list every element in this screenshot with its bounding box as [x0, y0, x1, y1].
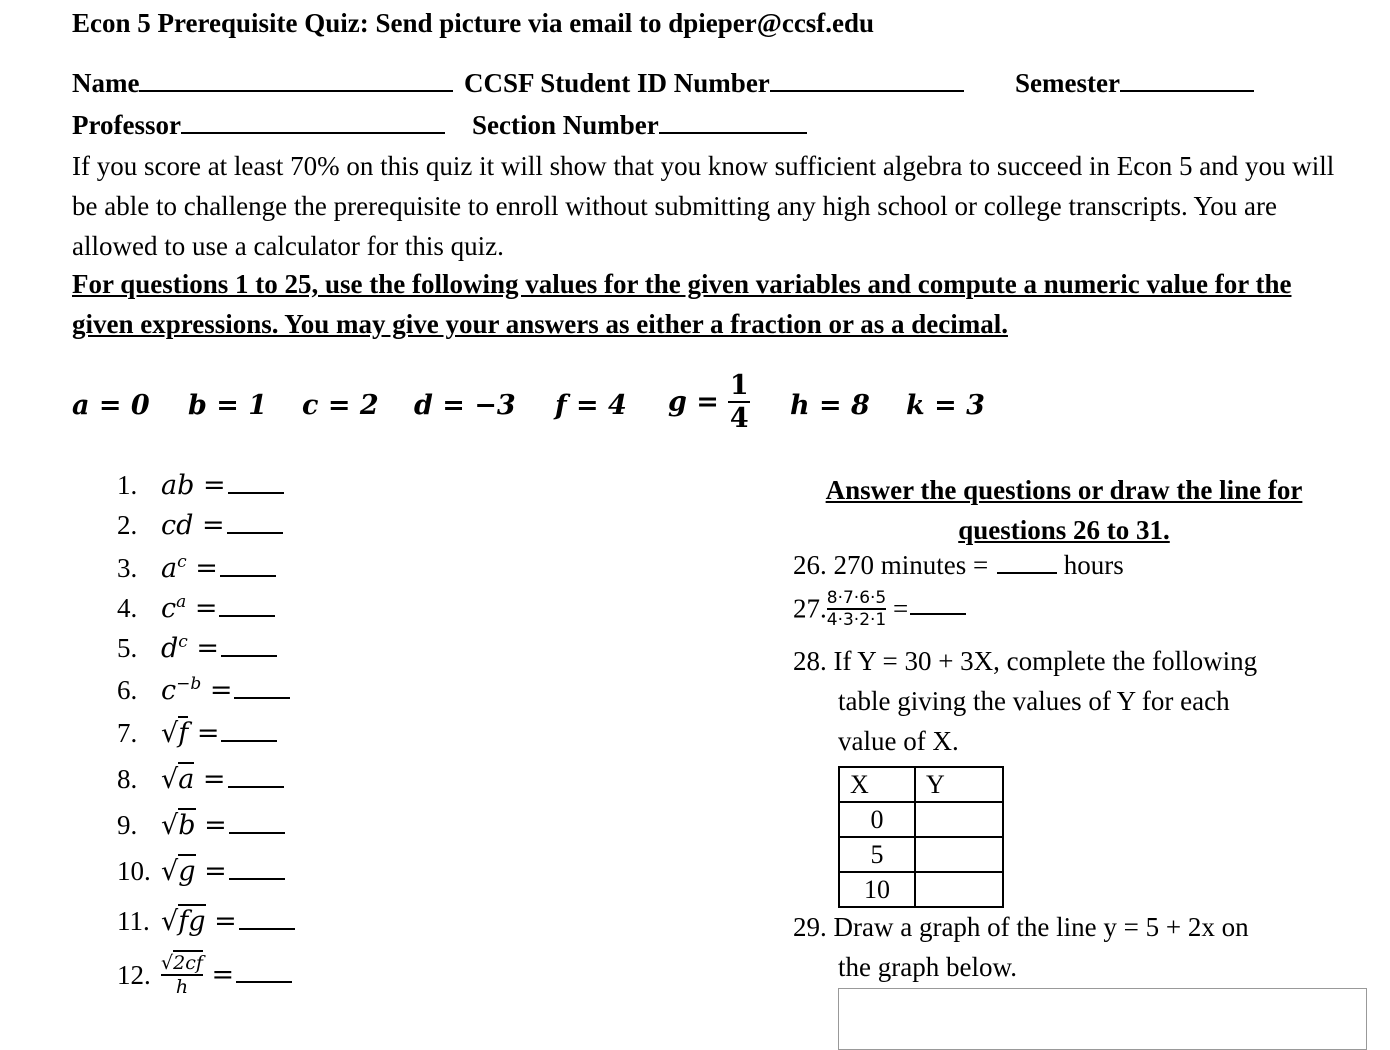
var-c: c = 2 [302, 390, 379, 421]
name-label: Name [72, 68, 140, 98]
answer-blank[interactable] [221, 637, 277, 657]
question-2: 2. cd = [117, 510, 283, 541]
answer-blank[interactable] [220, 557, 276, 577]
section-field [472, 110, 807, 141]
answer-blank[interactable] [228, 768, 284, 788]
question-28-line2: table giving the values of Y for each [838, 686, 1230, 716]
sqrt-icon: √ [161, 718, 179, 749]
answer-blank[interactable] [227, 514, 283, 534]
question-12: 12. $\frac{√2cf}{h}$ = [117, 952, 292, 998]
question-27: 27. $\frac{8\cdot 7\cdot 6\cdot 5}{4\cdot 3\cdot 2\cdot 1}$ = [793, 588, 966, 630]
sqrt-icon: √ [161, 906, 179, 937]
question-10: 10. √g = [117, 856, 285, 887]
name-blank[interactable] [139, 68, 453, 92]
semester-label: Semester [1015, 68, 1120, 98]
sqrt-icon: √ [161, 764, 179, 795]
answer-blank[interactable] [236, 963, 292, 983]
intro-paragraph: If you score at least 70% on this quiz it will show that you know sufficient algebra to succeed in Econ 5 and you will be able to challenge the prerequisite to enroll without submitting any high school or college transcripts. You are allowed to use a calculator for this quiz. [72, 151, 1335, 261]
var-h: h = 8 [790, 390, 870, 421]
student-id-label: CCSF Student ID Number [464, 68, 770, 98]
quiz-title: Econ 5 Prerequisite Quiz: Send picture via email to dpieper@ccsf.edu [72, 8, 875, 38]
answer-blank[interactable] [229, 860, 285, 880]
var-d: d = −3 [414, 390, 516, 421]
var-g: g = $\frac{1}{4}$ [668, 370, 749, 434]
table-cell-x: 0 [839, 802, 915, 837]
var-k: k = 3 [906, 390, 985, 421]
table-header-x: X [839, 767, 915, 802]
sqrt-icon: √ [161, 810, 179, 841]
var-b: b = 1 [188, 390, 268, 421]
professor-label: Professor [72, 110, 181, 140]
table-cell-y[interactable] [915, 872, 1003, 907]
question-6: 6. $c^{-b}$ = [117, 674, 290, 706]
student-id-field [464, 68, 964, 99]
professor-field [72, 110, 445, 141]
var-a: a = 0 [72, 390, 150, 421]
instructions: For questions 1 to 25, use the following values for the given variables and compute a numeric value for the given expressions. You may give your answers as either a fraction or as a decimal. [72, 269, 1292, 339]
semester-blank[interactable] [1120, 68, 1254, 92]
answer-blank[interactable] [228, 474, 284, 494]
question-5: 5. $d^c$ = [117, 632, 277, 664]
answer-blank[interactable] [234, 679, 290, 699]
question-1: 1. ab = [117, 470, 284, 501]
question-9: 9. √b = [117, 810, 285, 841]
question-29-line2: the graph below. [838, 952, 1017, 982]
question-26: 26. 270 minutes = hours [793, 550, 1124, 580]
question-7: 7. √f = [117, 718, 277, 749]
question-11: 11. √fg = [117, 906, 295, 937]
question-8: 8. √a = [117, 764, 284, 795]
answer-blank[interactable] [229, 814, 285, 834]
answer-blank[interactable] [997, 554, 1057, 574]
table-header-y: Y [915, 767, 1003, 802]
student-id-blank[interactable] [770, 68, 964, 92]
var-f: f = 4 [555, 390, 627, 421]
answer-blank[interactable] [239, 910, 295, 930]
var-g-numerator: 1 [729, 370, 749, 401]
name-field [72, 68, 453, 99]
graph-area[interactable] [838, 988, 1367, 1050]
section-label: Section Number [472, 110, 659, 140]
table-cell-x: 5 [839, 837, 915, 872]
question-3: 3. $a^c$ = [117, 552, 276, 584]
answer-blank[interactable] [221, 722, 277, 742]
question-28-line3: value of X. [838, 726, 959, 756]
table-row [839, 872, 1003, 907]
table-row [839, 837, 1003, 872]
professor-blank[interactable] [181, 110, 445, 134]
section-heading-26-31: Answer the questions or draw the line for questions 26 to 31. [825, 475, 1303, 545]
table-cell-y[interactable] [915, 837, 1003, 872]
section-blank[interactable] [659, 110, 807, 134]
question-29: 29. Draw a graph of the line y = 5 + 2x on [793, 912, 1249, 942]
table-cell-x: 10 [839, 872, 915, 907]
table-cell-y[interactable] [915, 802, 1003, 837]
sqrt-icon: √ [161, 856, 179, 887]
answer-blank[interactable] [910, 595, 966, 615]
var-g-denominator: 4 [729, 403, 749, 434]
answer-blank[interactable] [219, 597, 275, 617]
question-28: 28. If Y = 30 + 3X, complete the following [793, 646, 1258, 676]
question-4: 4. $c^a$ = [117, 592, 275, 624]
semester-field [1015, 68, 1254, 99]
xy-table [838, 766, 1004, 908]
table-row [839, 802, 1003, 837]
